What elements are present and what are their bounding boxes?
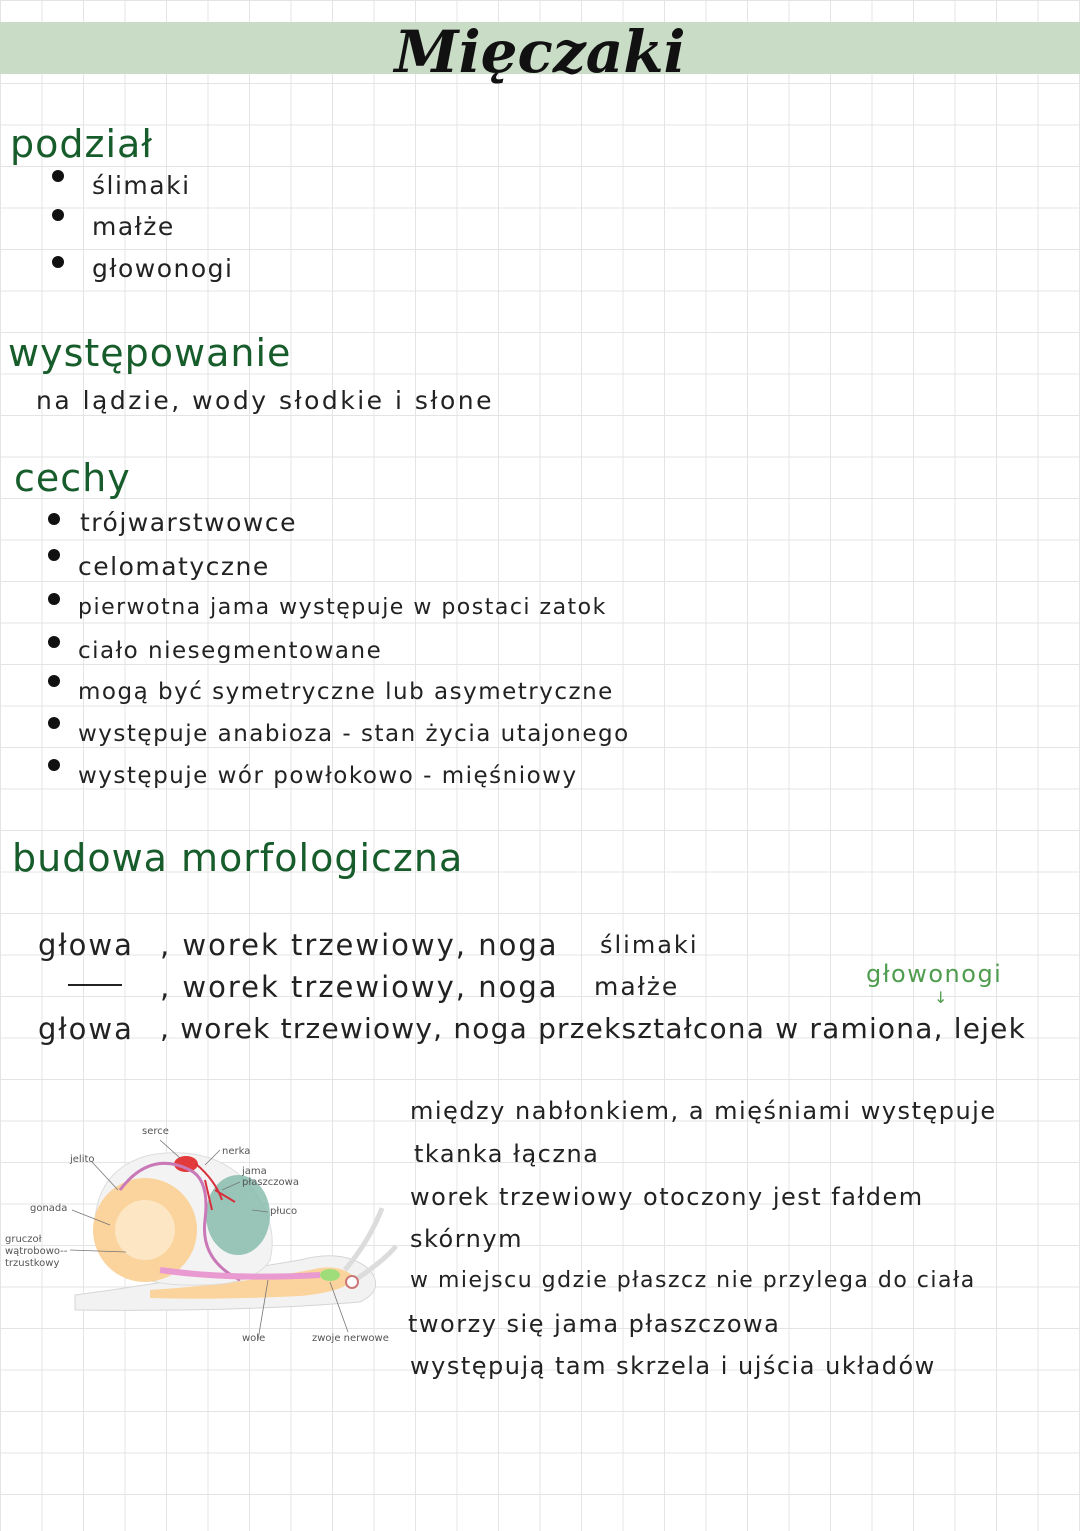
tentacle (345, 1208, 382, 1270)
list-item: mogą być symetryczne lub asymetryczne (78, 679, 614, 705)
arrow-down-icon: ↓ (934, 988, 948, 1007)
list-item: ślimaki (92, 171, 191, 200)
note-line: występują tam skrzela i ujścia układów (410, 1352, 936, 1380)
eye (346, 1276, 358, 1288)
note-line: worek trzewiowy otoczony jest fałdem (410, 1183, 924, 1211)
section-heading-cechy: cechy (14, 456, 131, 500)
label-jelito: jelito (70, 1154, 95, 1165)
note-line: skórnym (410, 1225, 523, 1253)
bullet (48, 759, 60, 771)
row-head: głowa (38, 1012, 134, 1046)
bullet (52, 209, 64, 221)
label-gonada: gonada (30, 1203, 68, 1214)
bullet (48, 675, 60, 687)
list-item: ciało niesegmentowane (78, 638, 383, 664)
label-gruczol: gruczoł wątrobowo--trzustkowy (5, 1234, 68, 1269)
section-heading-budowa: budowa morfologiczna (12, 836, 464, 880)
ganglia (320, 1269, 340, 1281)
label-pluco: płuco (270, 1206, 298, 1217)
list-item: występuje wór powłokowo - mięśniowy (78, 763, 578, 789)
note-line: w miejscu gdzie płaszcz nie przylega do ciała (410, 1268, 976, 1293)
bullet (48, 636, 60, 648)
list-item: występuje anabioza - stan życia utajonego (78, 721, 630, 747)
row-body: , worek trzewiowy, noga (160, 928, 559, 962)
list-item: głowonogi (92, 254, 234, 283)
row-head: głowa (38, 928, 134, 962)
bullet (48, 513, 60, 525)
occurrence-text: na lądzie, wody słodkie i słone (36, 386, 495, 415)
note-line: tkanka łączna (414, 1140, 600, 1168)
bullet (52, 170, 64, 182)
bullet (48, 549, 60, 561)
missing-head-dash (68, 984, 122, 986)
list-item: trójwarstwowce (80, 508, 297, 537)
side-tag: głowonogi (866, 960, 1003, 988)
section-heading-wystepowanie: występowanie (8, 331, 292, 375)
row-body: , worek trzewiowy, noga (160, 970, 559, 1004)
bullet (48, 593, 60, 605)
list-item: małże (92, 212, 175, 241)
bullet (48, 717, 60, 729)
row-tag: małże (594, 972, 680, 1001)
section-heading-podzial: podział (10, 122, 154, 166)
label-zwoje: zwoje nerwowe (312, 1333, 389, 1344)
label-jama-plaszczowa: jama płaszczowa (242, 1166, 299, 1188)
list-item: pierwotna jama występuje w postaci zatok (78, 595, 607, 620)
bullet (52, 256, 64, 268)
label-serce: serce (142, 1126, 169, 1137)
visceral-core (115, 1200, 175, 1260)
list-item: celomatyczne (78, 552, 270, 581)
page-title: Mięczaki (394, 18, 686, 86)
row-tag: ślimaki (600, 931, 699, 959)
note-line: między nabłonkiem, a mięśniami występuje (410, 1097, 997, 1125)
note-line: tworzy się jama płaszczowa (408, 1310, 781, 1338)
row-body: , worek trzewiowy, noga przekształcona w ramiona, lejek (160, 1012, 1026, 1045)
label-wole: wole (242, 1333, 266, 1344)
label-nerka: nerka (222, 1146, 251, 1157)
